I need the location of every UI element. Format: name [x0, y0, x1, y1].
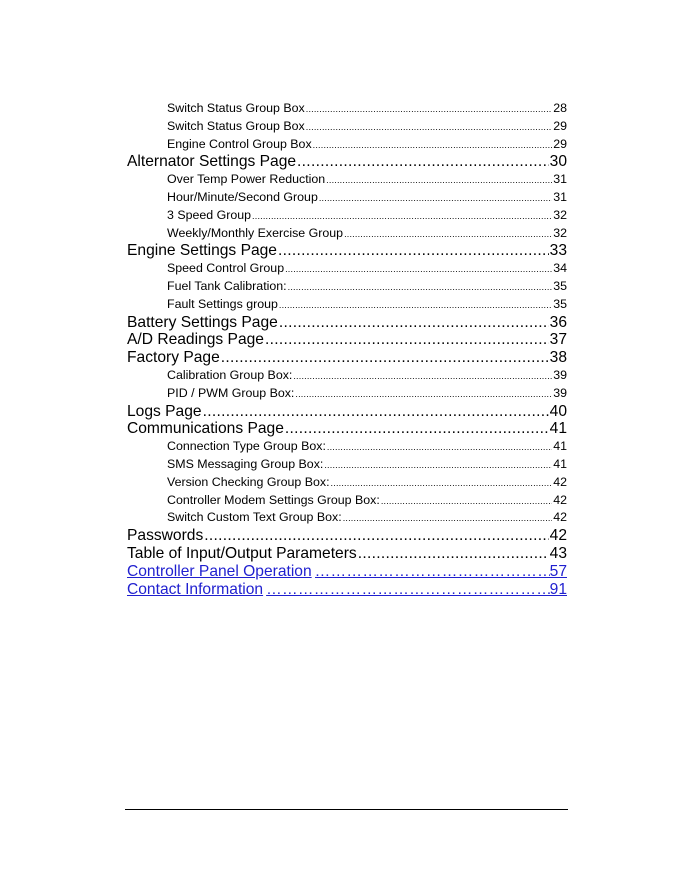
toc-page-number: 34	[553, 261, 567, 276]
toc-dot-leader	[285, 420, 549, 438]
toc-page-number: 36	[549, 313, 567, 331]
toc-subsection-entry	[127, 492, 567, 510]
toc-subsection-entry	[127, 118, 567, 136]
toc-section-entry	[127, 403, 567, 421]
toc-page-number: 43	[549, 544, 567, 562]
toc-dot-leader	[315, 563, 550, 581]
toc-dot-leader	[313, 137, 553, 154]
toc-page-number: 39	[553, 367, 567, 382]
toc-dot-leader	[285, 261, 552, 278]
toc-page-number: 41	[549, 420, 567, 438]
toc-subsection-entry	[127, 189, 567, 207]
toc-dot-leader	[265, 331, 549, 349]
toc-dot-leader	[203, 403, 549, 421]
footer-rule	[125, 809, 568, 810]
toc-subsection-entry	[127, 385, 567, 403]
toc-subsection-entry	[127, 171, 567, 189]
toc-page-number: 31	[553, 189, 567, 204]
toc-entry-title: Switch Custom Text Group Box:	[167, 510, 342, 525]
toc-entry-title: Calibration Group Box:	[167, 367, 293, 382]
table-of-contents	[127, 100, 567, 598]
toc-entry-title: Connection Type Group Box:	[167, 439, 326, 454]
toc-page-number: 40	[549, 402, 567, 420]
toc-section-entry	[127, 527, 567, 545]
toc-entry-title: Factory Page	[127, 349, 220, 367]
toc-page-number: 38	[549, 349, 567, 367]
toc-subsection-entry	[127, 438, 567, 456]
toc-page-number: 42	[553, 492, 567, 507]
toc-page-number: 32	[553, 207, 567, 222]
toc-page-number: 32	[553, 225, 567, 240]
toc-entry-title: Switch Status Group Box	[167, 101, 305, 115]
toc-dot-leader	[252, 208, 552, 225]
toc-section-entry	[127, 314, 567, 332]
toc-page-number: 35	[553, 296, 567, 311]
toc-dot-leader	[343, 510, 553, 527]
toc-entry-title: Engine Settings Page	[127, 242, 277, 260]
toc-link-entry[interactable]	[127, 563, 567, 581]
toc-dot-leader	[266, 581, 550, 599]
toc-dot-leader	[306, 119, 552, 136]
toc-entry-title: Speed Control Group	[167, 261, 285, 276]
toc-dot-leader	[278, 242, 549, 260]
toc-page-number: 33	[549, 242, 567, 260]
toc-section-entry	[127, 331, 567, 349]
toc-entry-title: Engine Control Group Box	[167, 136, 312, 151]
toc-entry-title: Over Temp Power Reduction	[167, 172, 326, 187]
toc-entry-title: Hour/Minute/Second Group	[167, 189, 318, 204]
toc-page-number: 42	[553, 474, 567, 489]
toc-entry-title: A/D Readings Page	[127, 331, 264, 349]
toc-entry-title: Version Checking Group Box:	[167, 474, 330, 489]
toc-dot-leader	[331, 475, 553, 492]
toc-entry-title: Alternator Settings Page	[127, 153, 297, 171]
toc-section-entry	[127, 153, 567, 171]
toc-entry-title: PID / PWM Group Box:	[167, 385, 295, 400]
toc-link-entry[interactable]	[127, 581, 567, 599]
toc-dot-leader	[319, 190, 552, 207]
toc-page-number: 42	[549, 527, 567, 545]
toc-entry-title: SMS Messaging Group Box:	[167, 456, 324, 471]
toc-subsection-entry	[127, 367, 567, 385]
toc-dot-leader	[381, 493, 552, 510]
toc-page-number: 41	[553, 456, 567, 471]
toc-entry-title: Communications Page	[127, 420, 284, 438]
toc-entry-title: Contact Information	[127, 580, 264, 598]
toc-dot-leader	[295, 386, 552, 403]
toc-entry-title: 3 Speed Group	[167, 207, 252, 222]
toc-entry-title: Controller Panel Operation	[127, 562, 312, 580]
toc-page-number: 35	[553, 278, 567, 293]
toc-page-number: 37	[549, 331, 567, 349]
toc-dot-leader	[288, 279, 553, 296]
toc-subsection-entry	[127, 474, 567, 492]
toc-page-number: 42	[553, 510, 567, 525]
toc-dot-leader	[204, 527, 548, 545]
toc-entry-title: Weekly/Monthly Exercise Group	[167, 225, 344, 240]
toc-subsection-entry	[127, 278, 567, 296]
toc-dot-leader	[297, 153, 549, 171]
toc-section-entry	[127, 545, 567, 563]
toc-subsection-entry	[127, 509, 567, 527]
toc-subsection-entry	[127, 207, 567, 225]
toc-subsection-entry	[127, 456, 567, 474]
toc-section-entry	[127, 420, 567, 438]
toc-entry-title: Table of Input/Output Parameters	[127, 544, 357, 562]
toc-subsection-entry	[127, 100, 567, 118]
toc-page-number: 41	[553, 439, 567, 454]
toc-subsection-entry	[127, 225, 567, 243]
toc-entry-title: Switch Status Group Box	[167, 118, 305, 133]
toc-page-number: 30	[549, 153, 567, 171]
toc-dot-leader	[306, 101, 552, 118]
toc-page-number: 29	[553, 118, 567, 133]
toc-dot-leader	[279, 297, 552, 314]
toc-entry-title: Controller Modem Settings Group Box:	[167, 492, 380, 507]
toc-dot-leader	[293, 368, 552, 385]
toc-dot-leader	[279, 314, 549, 332]
toc-page-number: 39	[553, 385, 567, 400]
toc-subsection-entry	[127, 136, 567, 154]
toc-dot-leader	[358, 545, 549, 563]
toc-page-number: 91	[549, 580, 567, 598]
toc-section-entry	[127, 242, 567, 260]
toc-entry-title: Fault Settings group	[167, 296, 278, 311]
toc-dot-leader	[324, 457, 552, 474]
toc-page-number: 28	[553, 101, 567, 115]
toc-dot-leader	[326, 172, 552, 189]
toc-dot-leader	[344, 226, 552, 243]
toc-entry-title: Logs Page	[127, 402, 202, 420]
toc-page-number: 57	[549, 562, 567, 580]
toc-dot-leader	[221, 349, 549, 367]
toc-entry-title: Fuel Tank Calibration:	[167, 278, 287, 293]
toc-dot-leader	[327, 439, 552, 456]
toc-entry-title: Battery Settings Page	[127, 313, 278, 331]
toc-page-number: 31	[553, 172, 567, 187]
toc-page-number: 29	[553, 136, 567, 151]
toc-entry-title: Passwords	[127, 527, 204, 545]
toc-section-entry	[127, 349, 567, 367]
toc-subsection-entry	[127, 260, 567, 278]
toc-subsection-entry	[127, 296, 567, 314]
